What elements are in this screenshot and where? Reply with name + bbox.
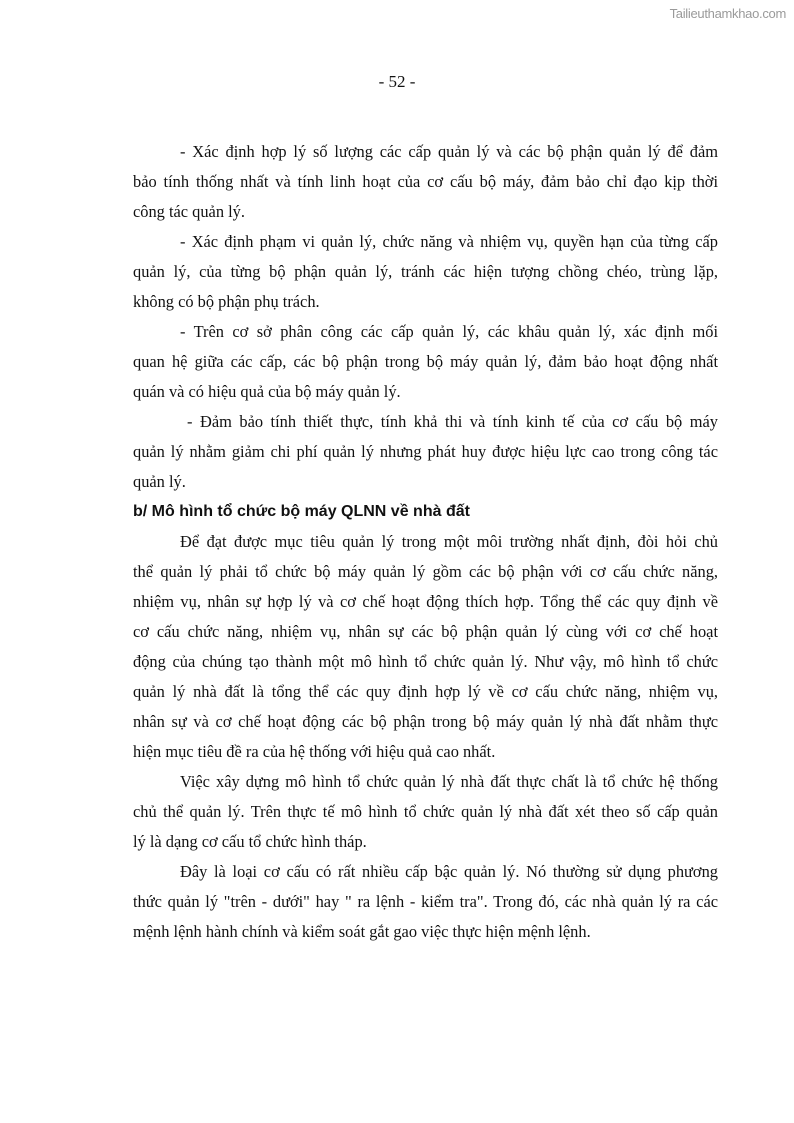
paragraph: [133, 409, 718, 499]
text-line: - Xác định hợp lý số lượng các cấp quản lý và các bộ phận quản lý để đảm: [180, 142, 718, 161]
paragraph: [133, 859, 718, 949]
text-line: mệnh lệnh hành chính và kiểm soát gắt gao việc thực hiện mệnh lệnh.: [133, 922, 591, 941]
paragraph: [133, 529, 718, 769]
paragraph: [133, 229, 718, 319]
text-line: - Trên cơ sở phân công các cấp quản lý, các khâu quản lý, xác định mối: [180, 322, 718, 341]
document-body: [133, 139, 718, 949]
paragraphs-before-heading: [133, 139, 718, 499]
text-line: cơ cấu chức năng, nhiệm vụ, nhân sự các bộ phận quản lý cùng với cơ chế hoạt: [133, 622, 718, 641]
text-line: - Đảm bảo tính thiết thực, tính khả thi và tính kinh tế của cơ cấu bộ máy: [187, 412, 718, 431]
paragraph: [133, 319, 718, 409]
section-heading: b/ Mô hình tổ chức bộ máy QLNN về nhà đất: [133, 503, 470, 520]
text-line: công tác quản lý.: [133, 202, 245, 221]
text-line: quản lý nhà đất là tổng thể các quy định hợp lý về cơ cấu chức năng, nhiệm vụ,: [133, 682, 718, 701]
text-line: lý là dạng cơ cấu tổ chức hình tháp.: [133, 832, 367, 851]
text-line: quản lý.: [133, 472, 186, 491]
paragraph: [133, 139, 718, 229]
text-line: hiện mục tiêu đề ra của hệ thống với hiệu quả cao nhất.: [133, 742, 496, 761]
watermark: Tailieuthamkhao.com: [669, 6, 786, 21]
paragraph: [133, 769, 718, 859]
text-line: nhân sự và cơ chế hoạt động các bộ phận trong bộ máy quản lý nhà đất nhằm thực: [133, 712, 718, 731]
text-line: bảo tính thống nhất và tính linh hoạt của cơ cấu bộ máy, đảm bảo chỉ đạo kịp thời: [133, 172, 718, 191]
text-line: Để đạt được mục tiêu quản lý trong một môi trường nhất định, đòi hỏi chủ: [180, 532, 718, 551]
text-line: nhiệm vụ, nhân sự hợp lý và cơ chế hoạt động thích hợp. Tổng thể các quy định về: [133, 592, 718, 611]
text-line: quán và có hiệu quả của bộ máy quản lý.: [133, 382, 401, 401]
text-line: Việc xây dựng mô hình tổ chức quản lý nhà đất thực chất là tổ chức hệ thống: [180, 772, 718, 791]
text-line: thức quản lý "trên - dưới" hay " ra lệnh - kiểm tra". Trong đó, các nhà quản lý ra các: [133, 892, 718, 911]
text-line: không có bộ phận phụ trách.: [133, 292, 320, 311]
page-number: - 52 -: [378, 72, 416, 91]
text-line: - Xác định phạm vi quản lý, chức năng và nhiệm vụ, quyền hạn của từng cấp: [180, 232, 718, 251]
paragraphs-after-heading: [133, 529, 718, 949]
text-line: thể quản lý phải tổ chức bộ máy quản lý gồm các bộ phận với cơ cấu chức năng,: [133, 562, 718, 581]
text-line: chủ thể quản lý. Trên thực tế mô hình tổ chức quản lý nhà đất xét theo số cấp quản: [133, 802, 718, 821]
text-line: quản lý, của từng bộ phận quản lý, tránh các hiện tượng chồng chéo, trùng lặp,: [133, 262, 718, 281]
text-line: quản lý nhằm giảm chi phí quản lý nhưng phát huy được hiệu lực cao trong công tác: [133, 442, 718, 461]
text-line: quan hệ giữa các cấp, các bộ phận trong bộ máy quản lý, đảm bảo hoạt động nhất: [133, 352, 718, 371]
text-line: động của chúng tạo thành một mô hình tổ chức quản lý. Như vậy, mô hình tổ chức: [133, 652, 718, 671]
text-line: Đây là loại cơ cấu có rất nhiều cấp bậc quản lý. Nó thường sử dụng phương: [180, 862, 718, 881]
